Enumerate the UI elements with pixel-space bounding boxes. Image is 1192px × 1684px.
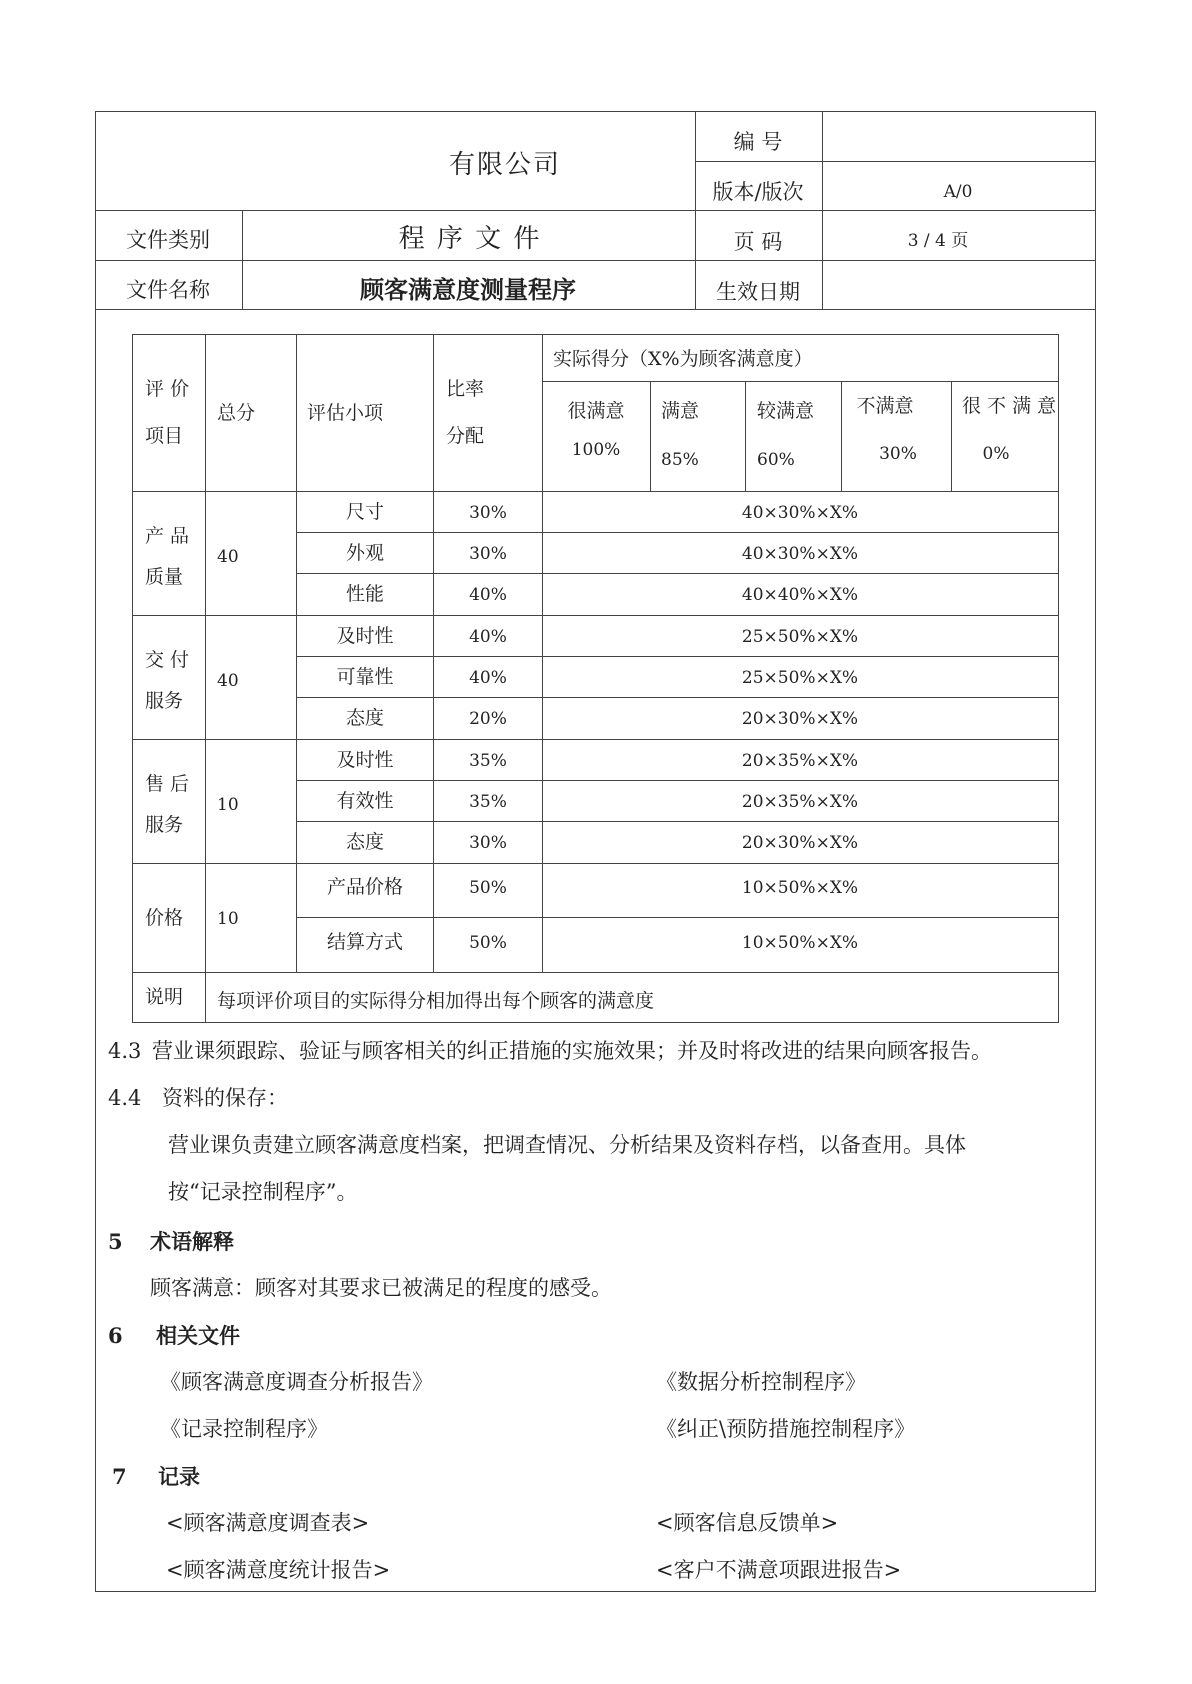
header-divider	[95, 210, 1096, 211]
group-item: 价格	[145, 907, 184, 929]
record-item: <顾客满意度统计报告>	[166, 1558, 391, 1582]
header-divider	[695, 161, 1095, 162]
header-divider	[822, 111, 823, 309]
table-line	[841, 381, 842, 491]
number-label: 编 号	[733, 130, 783, 154]
table-line	[296, 917, 1059, 918]
section-5-title: 术语解释	[150, 1229, 234, 1254]
sub-item: 态度	[345, 707, 385, 729]
section-4-3-number: 4.3	[108, 1039, 142, 1063]
table-line	[296, 656, 1059, 657]
level-name: 较满意	[757, 400, 815, 422]
section-7-number: 7	[112, 1464, 127, 1489]
table-line	[650, 381, 651, 491]
section-6-title: 相关文件	[156, 1323, 240, 1348]
note-label: 说明	[145, 986, 184, 1008]
note-text: 每项评价项目的实际得分相加得出每个顾客的满意度	[217, 990, 655, 1012]
record-item: <顾客信息反馈单>	[656, 1511, 839, 1535]
evaluation-table	[132, 334, 1059, 1023]
level-name: 不满意	[856, 395, 914, 417]
level-pct: 85%	[661, 450, 699, 470]
ratio: 35%	[469, 792, 507, 812]
page-value: 3 / 4 页	[907, 231, 969, 251]
table-line	[542, 381, 1059, 382]
formula: 40×40%×X%	[741, 585, 859, 605]
header-divider	[95, 260, 1096, 261]
table-line	[132, 972, 1059, 973]
ratio: 30%	[469, 833, 507, 853]
table-line	[132, 863, 1059, 864]
ratio: 40%	[469, 668, 507, 688]
table-line	[296, 697, 1059, 698]
col-actual: 实际得分（X%为顾客满意度）	[553, 348, 813, 370]
effective-date-label: 生效日期	[716, 280, 800, 304]
section-5-number: 5	[108, 1229, 123, 1254]
company-name: 有限公司	[448, 150, 562, 180]
sub-item: 性能	[345, 583, 385, 605]
level-name: 满意	[661, 400, 700, 422]
table-line	[296, 780, 1059, 781]
category-label: 文件类别	[126, 228, 210, 252]
header-divider	[95, 309, 1096, 310]
ratio: 20%	[469, 709, 507, 729]
ratio: 40%	[469, 585, 507, 605]
formula: 40×30%×X%	[741, 544, 859, 564]
group-item: 售 后	[145, 773, 190, 795]
table-line	[433, 334, 434, 972]
table-line	[296, 821, 1059, 822]
related-document: 《数据分析控制程序》	[656, 1370, 866, 1394]
ratio: 50%	[469, 933, 507, 953]
related-document: 《记录控制程序》	[160, 1417, 328, 1441]
version-label: 版本/版次	[712, 180, 804, 204]
formula: 10×50%×X%	[741, 933, 859, 953]
sub-item: 外观	[345, 542, 385, 564]
group-item: 服务	[145, 814, 184, 836]
sub-item: 态度	[345, 831, 385, 853]
col-item-line1: 评 价	[145, 378, 190, 400]
sub-item: 及时性	[336, 625, 394, 647]
table-line	[951, 381, 952, 491]
category-value: 程 序 文 件	[398, 224, 542, 254]
table-line	[296, 532, 1059, 533]
sub-item: 有效性	[336, 790, 394, 812]
file-name-value: 顾客满意度测量程序	[360, 275, 576, 304]
sub-item: 可靠性	[336, 666, 394, 688]
table-line	[296, 573, 1059, 574]
group-item: 质量	[145, 566, 184, 588]
sub-item: 产品价格	[326, 876, 404, 898]
formula: 10×50%×X%	[741, 878, 859, 898]
group-total: 40	[217, 547, 239, 567]
level-name: 很满意	[567, 400, 625, 422]
related-document: 《顾客满意度调查分析报告》	[160, 1370, 433, 1394]
table-line	[542, 334, 543, 972]
col-ratio-line1: 比率	[446, 378, 485, 400]
ratio: 50%	[469, 878, 507, 898]
level-pct: 60%	[757, 450, 795, 470]
group-item: 服务	[145, 690, 184, 712]
file-name-label: 文件名称	[126, 278, 210, 302]
ratio: 30%	[469, 544, 507, 564]
section-6-number: 6	[108, 1323, 123, 1348]
col-total: 总分	[217, 402, 256, 424]
section-4-4-line1: 营业课负责建立顾客满意度档案，把调查情况、分析结果及资料存档，以备查用。具体	[168, 1133, 966, 1157]
section-4-4-title: 资料的保存：	[162, 1086, 288, 1110]
section-7-title: 记录	[158, 1464, 200, 1489]
table-line	[132, 491, 1059, 492]
col-sub: 评估小项	[307, 402, 384, 424]
formula: 25×50%×X%	[741, 668, 859, 688]
ratio: 30%	[469, 503, 507, 523]
col-ratio-line2: 分配	[446, 425, 485, 447]
formula: 40×30%×X%	[741, 503, 859, 523]
group-total: 10	[217, 909, 239, 929]
formula: 20×35%×X%	[741, 792, 859, 812]
level-name: 很 不 满 意	[962, 395, 1057, 417]
formula: 20×30%×X%	[741, 833, 859, 853]
level-pct: 0%	[982, 444, 1010, 464]
col-item-line2: 项目	[145, 425, 184, 447]
group-item: 产 品	[145, 525, 190, 547]
level-pct: 30%	[879, 444, 917, 464]
table-line	[205, 334, 206, 972]
group-total: 40	[217, 671, 239, 691]
formula: 25×50%×X%	[741, 627, 859, 647]
formula: 20×30%×X%	[741, 709, 859, 729]
record-item: <顾客满意度调查表>	[166, 1511, 370, 1535]
section-4-3-text: 营业课须跟踪、验证与顾客相关的纠正措施的实施效果；并及时将改进的结果向顾客报告。	[152, 1039, 992, 1063]
page-label: 页 码	[733, 230, 783, 254]
ratio: 35%	[469, 751, 507, 771]
sub-item: 结算方式	[326, 931, 404, 953]
table-line	[296, 334, 297, 972]
level-pct: 100%	[571, 440, 621, 460]
group-total: 10	[217, 795, 239, 815]
header-divider	[695, 111, 696, 309]
version-value: A/0	[943, 182, 973, 202]
table-line	[205, 972, 206, 1023]
table-line	[132, 615, 1059, 616]
section-5-text: 顾客满意：顾客对其要求已被满足的程度的感受。	[150, 1276, 612, 1300]
sub-item: 尺寸	[345, 501, 385, 523]
section-4-4-line2: 按“记录控制程序”。	[168, 1180, 358, 1204]
sub-item: 及时性	[336, 749, 394, 771]
table-line	[745, 381, 746, 491]
header-divider	[242, 210, 243, 309]
related-document: 《纠正\预防措施控制程序》	[656, 1417, 916, 1441]
formula: 20×35%×X%	[741, 751, 859, 771]
table-line	[132, 739, 1059, 740]
section-4-4-number: 4.4	[108, 1086, 142, 1110]
ratio: 40%	[469, 627, 507, 647]
group-item: 交 付	[145, 649, 190, 671]
record-item: <客户不满意项跟进报告>	[656, 1558, 902, 1582]
